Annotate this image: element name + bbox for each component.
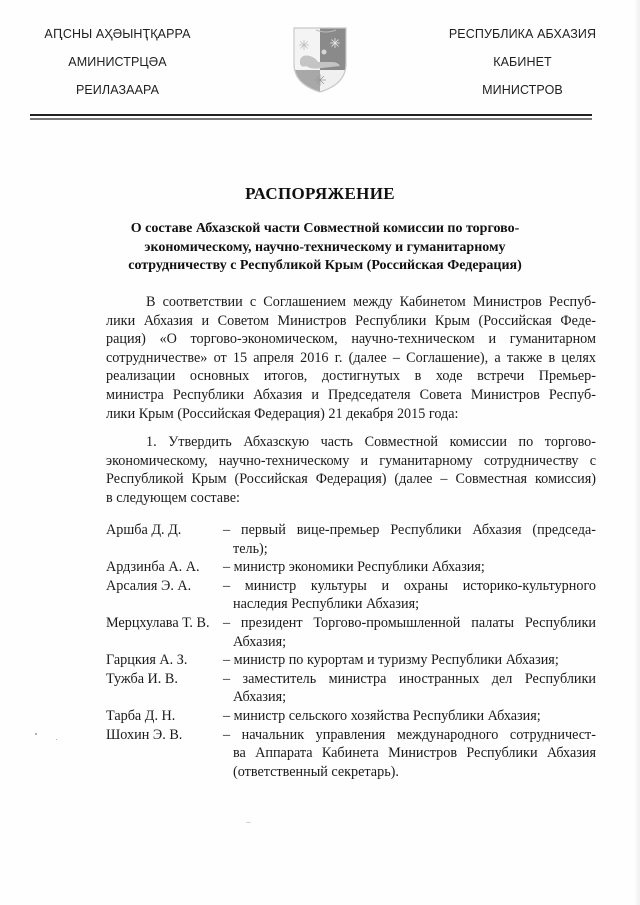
member-name: Ардзинба А. А. <box>106 559 200 576</box>
member-row <box>106 707 596 726</box>
subtitle-line: сотрудничеству с Республикой Крым (Российская Федерация) <box>128 258 522 273</box>
member-row <box>106 558 596 577</box>
header-russian-line-1: РЕСПУБЛИКА АБХАЗИЯ <box>448 27 597 41</box>
member-row <box>106 577 596 614</box>
header-divider-thin <box>30 118 592 120</box>
member-row <box>106 726 596 782</box>
item-1-paragraph <box>106 433 596 507</box>
header-abkhaz-line-2: АМИНИСТРЦӘА <box>68 55 167 69</box>
role-line: Абхазия; <box>233 689 287 706</box>
scan-speck <box>35 733 37 735</box>
scan-edge <box>634 0 640 905</box>
header-russian-line-2: КАБИНЕТ <box>493 55 552 69</box>
member-name: Арсалия Э. А. <box>106 577 192 594</box>
role-line: (ответственный секретарь). <box>233 763 399 780</box>
commission-members-list <box>106 521 596 781</box>
document-subtitle <box>90 220 560 276</box>
scan-speck <box>246 822 251 823</box>
paragraph-line: В соответствии с Соглашением между Кабинетом Министров Респуб- <box>146 294 596 310</box>
member-name: Аршба Д. Д. <box>106 522 182 538</box>
member-name: Тарба Д. Н. <box>106 707 176 724</box>
coat-of-arms-icon <box>292 24 348 94</box>
member-role <box>223 614 596 651</box>
member-role <box>223 577 596 614</box>
role-line: – министр культуры и охраны историко-культурного <box>223 577 596 594</box>
paragraph-line: 1. Утвердить Абхазскую часть Совместной комиссии по торгово- <box>146 434 596 450</box>
member-name: Мерцхулава Т. В. <box>106 614 210 631</box>
header-abkhaz-block <box>30 20 205 104</box>
role-line: – заместитель министра иностранных дел Республики <box>223 670 596 687</box>
role-line: ва Аппарата Кабинета Министров Республики Абхазия <box>233 745 596 762</box>
subtitle-line: экономическому, научно-техническому и гуманитарному <box>144 239 506 255</box>
header-abkhaz-line-1: АԤСНЫ АҲӘЫНҬҚАРРА <box>44 27 191 41</box>
role-line: – начальник управления международного сотрудничест- <box>223 726 596 743</box>
member-role <box>223 670 596 707</box>
paragraph-line: лики Абхазия и Советом Министров Республики Крым (Российская Феде- <box>106 312 596 329</box>
member-role <box>223 726 596 782</box>
paragraph-line: рация) «О торгово-экономическом, научно-техническом и гуманитарном <box>106 331 596 348</box>
role-line: тель); <box>233 540 268 557</box>
role-line: – президент Торгово-промышленной палаты Республики <box>223 614 596 631</box>
paragraph-line: министра Республики Абхазия и Председателя Совета Министров Респуб- <box>106 386 596 403</box>
paragraph-line: реализации основных итогов, достигнутых в ходе встречи Премьер- <box>106 368 596 385</box>
role-line: – министр экономики Республики Абхазия; <box>223 559 485 576</box>
subtitle-line: О составе Абхазской части Совместной комиссии по торгово- <box>130 221 520 236</box>
header-abkhaz-line-3: РЕИЛАЗААРА <box>75 83 160 97</box>
member-name: Шохин Э. В. <box>106 726 183 743</box>
role-line: – первый вице-премьер Республики Абхазия (председа- <box>223 522 596 538</box>
member-row <box>106 614 596 651</box>
member-row <box>106 670 596 707</box>
member-name: Тужба И. В. <box>106 670 178 687</box>
paragraph-line: в следующем составе: <box>106 489 240 506</box>
header-divider-thick <box>30 114 592 116</box>
paragraph-line: экономическому, научно-техническому и гуманитарному сотрудничеству с <box>106 452 596 469</box>
document-title: РАСПОРЯЖЕНИЕ <box>245 184 395 203</box>
paragraph-line: лики Крым (Российская Федерация) 21 декабря 2015 года: <box>106 405 459 422</box>
member-role <box>223 521 596 558</box>
member-name: Гарцкия А. З. <box>106 652 188 669</box>
header-russian-line-3: МИНИСТРОВ <box>482 83 563 97</box>
role-line: – министр по курортам и туризму Республики Абхазия; <box>223 652 559 669</box>
member-role <box>223 558 596 577</box>
member-role <box>223 651 596 670</box>
member-role <box>223 707 596 726</box>
member-row <box>106 521 596 558</box>
member-row <box>106 651 596 670</box>
paragraph-line: Республикой Крым (Российская Федерация) (далее – Совместная комиссия) <box>106 471 596 488</box>
preamble-paragraph <box>106 293 596 423</box>
role-line: – министр сельского хозяйства Республики Абхазия; <box>223 707 541 724</box>
header-russian-block <box>430 20 615 104</box>
role-line: Абхазия; <box>233 633 287 650</box>
paragraph-line: сотрудничестве» от 15 апреля 2016 г. (далее – Соглашение), а также в целях <box>106 349 596 366</box>
scan-speck <box>56 739 57 740</box>
role-line: наследия Республики Абхазия; <box>233 596 420 613</box>
